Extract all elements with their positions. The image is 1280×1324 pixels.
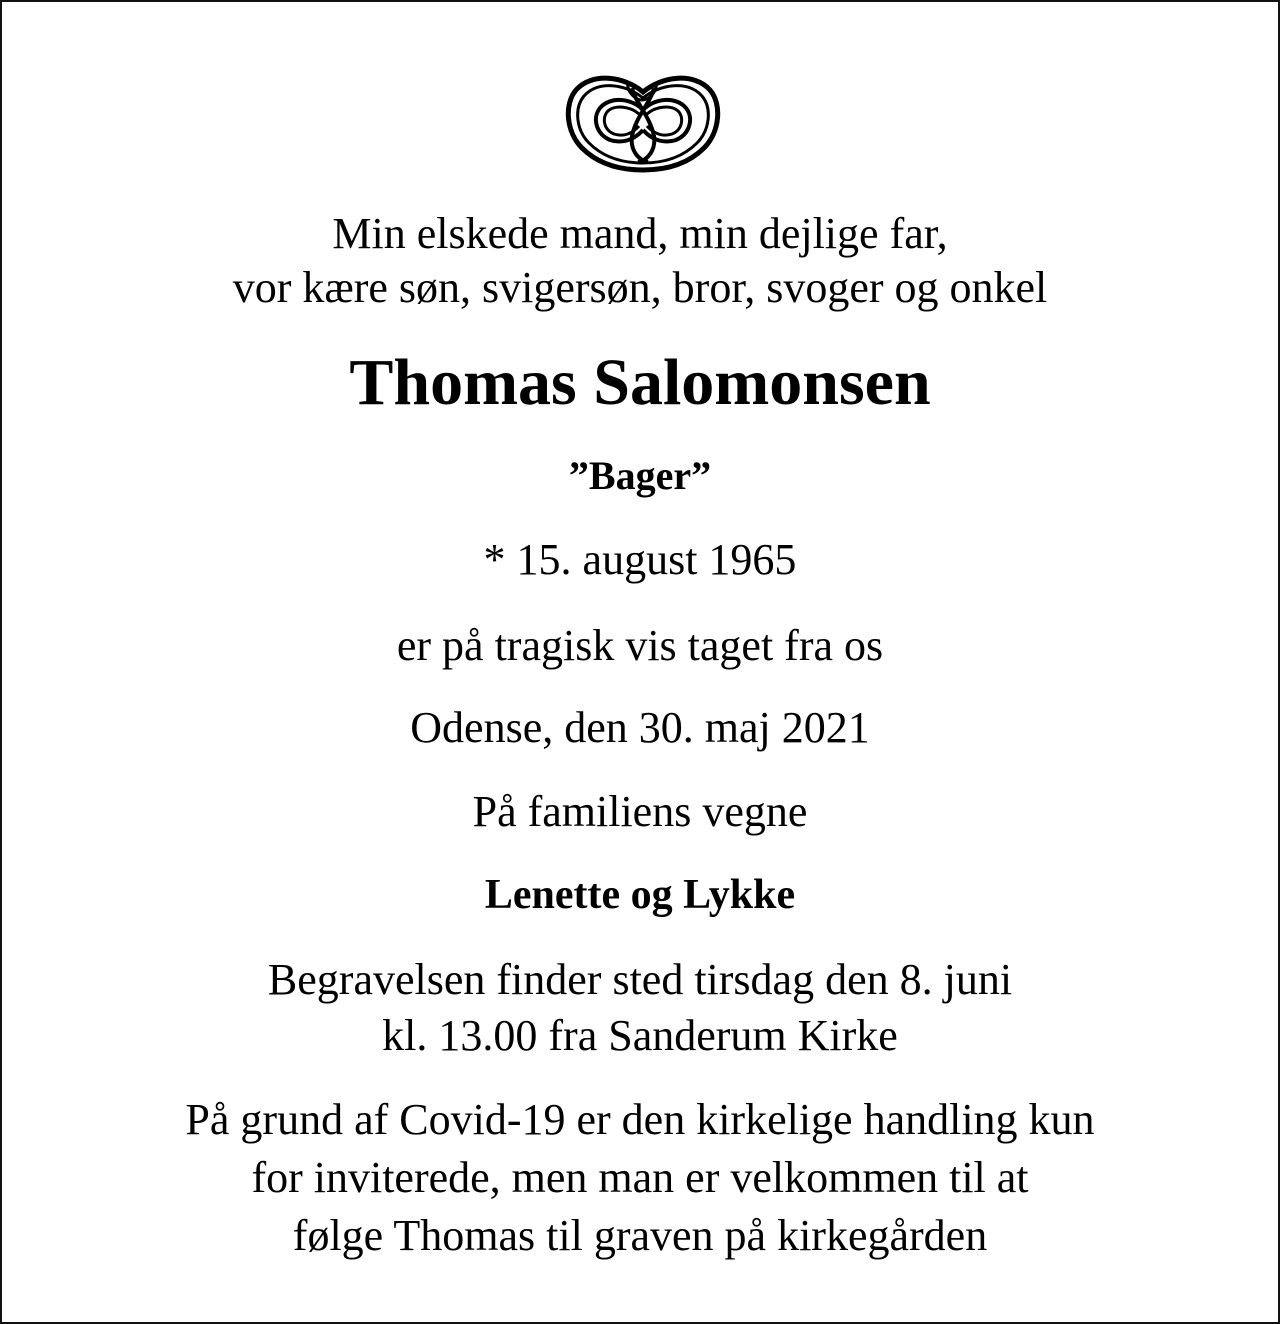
deceased-nickname: ”Bager” — [568, 453, 712, 498]
deceased-name: Thomas Salomonsen — [349, 346, 931, 419]
funeral-line-2: kl. 13.00 fra Sanderum Kirke — [382, 1011, 898, 1060]
intro-line-1: Min elskede mand, min dejlige far, — [332, 209, 948, 258]
intro-line-2: vor kære søn, svigersøn, bror, svoger og onkel — [232, 263, 1048, 312]
covid-note-line-2: for inviterede, men man er velkommen til at — [251, 1153, 1029, 1202]
funeral-line-1: Begravelsen finder sted tirsdag den 8. juni — [267, 955, 1013, 1004]
family-intro: På familiens vegne — [472, 787, 808, 836]
birth-date: * 15. august 1965 — [483, 535, 797, 584]
covid-note-line-1: På grund af Covid-19 er den kirkelige handling kun — [185, 1095, 1095, 1144]
place-and-date: Odense, den 30. maj 2021 — [410, 703, 870, 752]
signatories: Lenette og Lykke — [484, 872, 796, 918]
death-message: er på tragisk vis taget fra os — [396, 621, 884, 670]
covid-note-line-3: følge Thomas til graven på kirkegården — [292, 1211, 988, 1260]
pretzel-icon — [562, 70, 724, 176]
